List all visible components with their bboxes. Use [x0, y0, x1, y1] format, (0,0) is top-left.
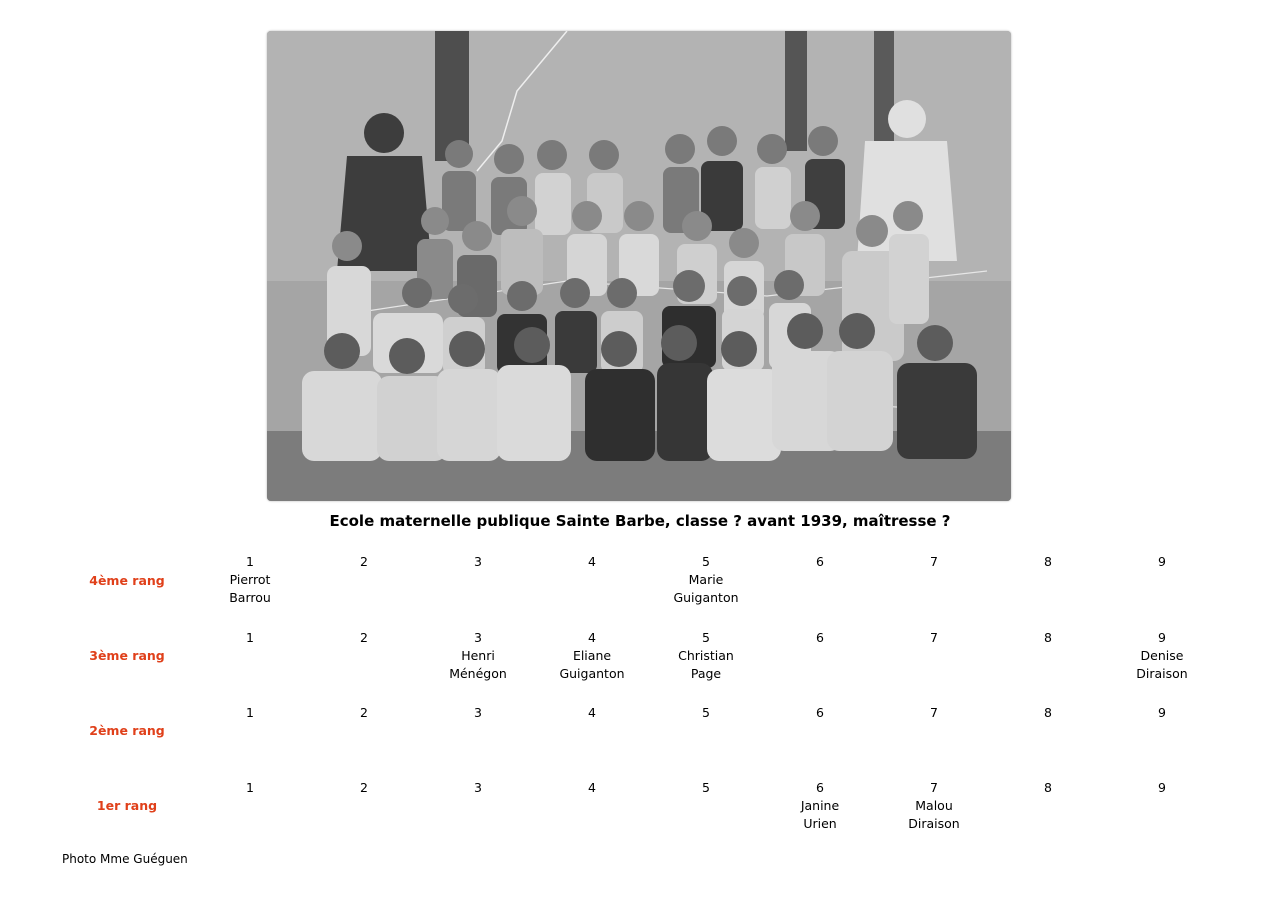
position-number: 8 — [1044, 554, 1052, 569]
position-number: 1 — [246, 630, 254, 645]
position-number: 4 — [588, 705, 596, 720]
class-photo — [267, 31, 1011, 501]
last-name: Ménégon — [449, 666, 507, 681]
position-number: 5 — [702, 554, 710, 569]
grid-cell — [993, 704, 1103, 722]
grid-cell — [309, 704, 419, 722]
grid-cell — [195, 629, 305, 647]
position-number: 4 — [588, 630, 596, 645]
grid-cell — [765, 553, 875, 571]
position-number: 2 — [360, 780, 368, 795]
grid-cell — [879, 629, 989, 647]
grid-cell — [423, 704, 533, 722]
position-number: 3 — [474, 780, 482, 795]
last-name: Diraison — [1136, 666, 1188, 681]
rank-label-1: 1er rang — [96, 798, 158, 813]
position-number: 7 — [930, 630, 938, 645]
grid-cell — [537, 553, 647, 571]
grid-cell — [651, 779, 761, 797]
grid-cell — [879, 553, 989, 571]
first-name: Malou — [915, 798, 953, 813]
grid-cell — [309, 779, 419, 797]
position-number: 3 — [474, 705, 482, 720]
grid-cell — [1107, 779, 1217, 797]
first-name: Denise — [1140, 648, 1184, 663]
position-number: 6 — [816, 630, 824, 645]
position-number: 7 — [930, 554, 938, 569]
rank-label-4: 4ème rang — [89, 573, 165, 588]
position-number: 6 — [816, 554, 824, 569]
grid-cell — [537, 779, 647, 797]
position-number: 4 — [588, 554, 596, 569]
position-number: 6 — [816, 780, 824, 795]
position-number: 3 — [474, 554, 482, 569]
position-number: 1 — [246, 554, 254, 569]
grid-cell — [1107, 553, 1217, 571]
position-number: 2 — [360, 705, 368, 720]
first-name: Eliane — [572, 648, 612, 663]
photo-caption: Ecole maternelle publique Sainte Barbe, classe ? avant 1939, maîtresse ? — [329, 512, 951, 530]
position-number: 8 — [1044, 705, 1052, 720]
position-number: 2 — [360, 630, 368, 645]
last-name: Urien — [803, 816, 837, 831]
grid-cell — [993, 779, 1103, 797]
position-number: 8 — [1044, 630, 1052, 645]
first-name: Janine — [800, 798, 840, 813]
grid-cell — [651, 704, 761, 722]
last-name: Guiganton — [559, 666, 625, 681]
first-name: Marie — [688, 572, 724, 587]
grid-cell — [765, 629, 875, 647]
position-number: 9 — [1158, 705, 1166, 720]
grid-cell — [309, 629, 419, 647]
grid-cell — [1107, 704, 1217, 722]
grid-cell — [423, 629, 533, 683]
position-number: 3 — [474, 630, 482, 645]
position-number: 7 — [930, 780, 938, 795]
grid-cell — [423, 553, 533, 571]
position-number: 9 — [1158, 630, 1166, 645]
rank-label-2: 2ème rang — [89, 723, 165, 738]
grid-cell — [195, 553, 305, 607]
position-number: 1 — [246, 705, 254, 720]
position-number: 9 — [1158, 780, 1166, 795]
position-number: 6 — [816, 705, 824, 720]
photo-credit: Photo Mme Guéguen — [62, 852, 188, 866]
last-name: Diraison — [908, 816, 960, 831]
grid-cell — [195, 779, 305, 797]
grid-cell — [537, 704, 647, 722]
grid-cell — [651, 553, 761, 607]
grid-cell — [309, 553, 419, 571]
grid-cell — [423, 779, 533, 797]
last-name: Barrou — [229, 590, 271, 605]
grid-cell — [537, 629, 647, 683]
grid-cell — [993, 629, 1103, 647]
grid-cell — [765, 779, 875, 833]
position-number: 4 — [588, 780, 596, 795]
position-number: 2 — [360, 554, 368, 569]
grid-cell — [651, 629, 761, 683]
last-name: Page — [690, 666, 722, 681]
position-number: 5 — [702, 780, 710, 795]
position-number: 8 — [1044, 780, 1052, 795]
position-number: 5 — [702, 705, 710, 720]
grid-cell — [879, 704, 989, 722]
grid-cell — [195, 704, 305, 722]
position-number: 1 — [246, 780, 254, 795]
grid-cell — [879, 779, 989, 833]
last-name: Guiganton — [673, 590, 739, 605]
first-name: Christian — [678, 648, 734, 663]
position-number: 5 — [702, 630, 710, 645]
grid-cell — [993, 553, 1103, 571]
position-number: 9 — [1158, 554, 1166, 569]
first-name: Pierrot — [229, 572, 271, 587]
position-number: 7 — [930, 705, 938, 720]
rank-label-3: 3ème rang — [89, 648, 165, 663]
grid-cell — [1107, 629, 1217, 683]
grid-cell — [765, 704, 875, 722]
first-name: Henri — [461, 648, 495, 663]
